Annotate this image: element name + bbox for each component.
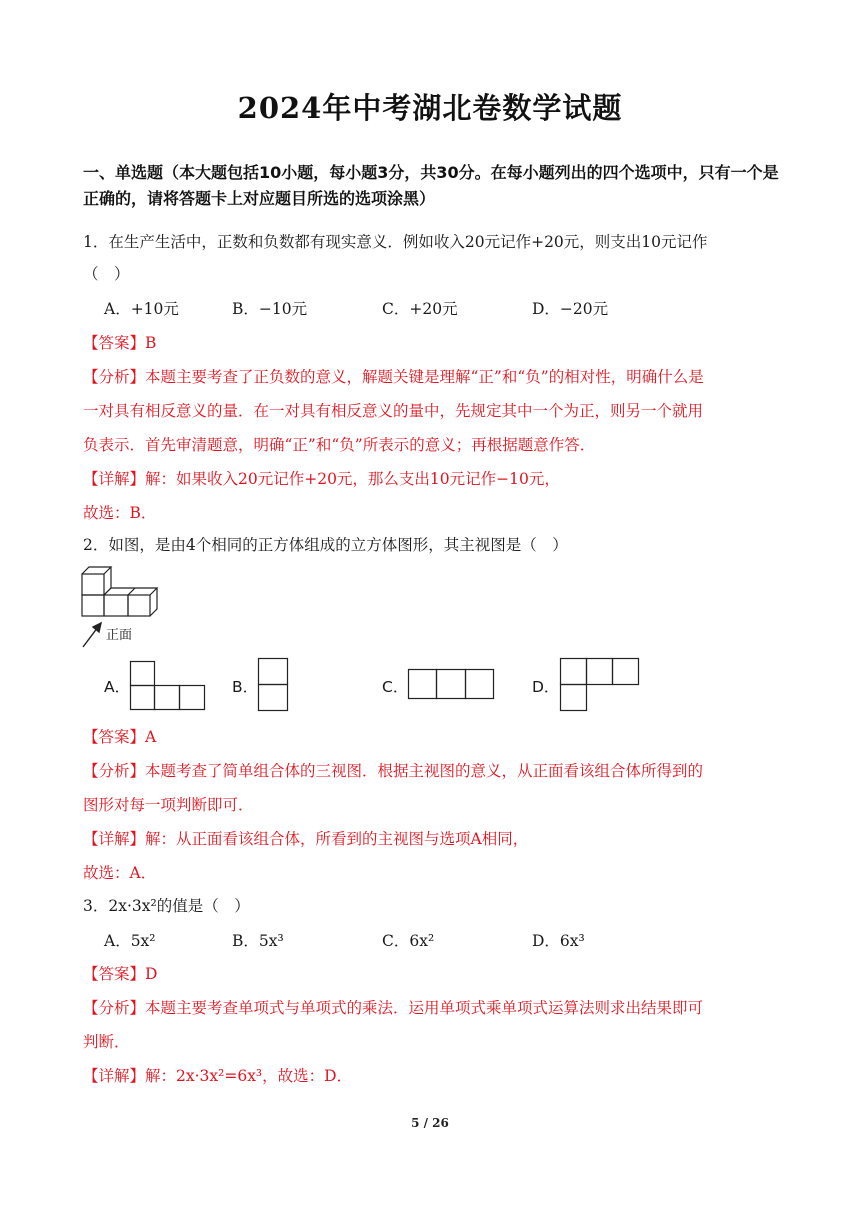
q2-option-d-figure — [560, 658, 640, 714]
section-heading: 一、单选题（本大题包括10小题，每小题3分，共30分。在每小题列出的四个选项中，只有一个是正确的，请将答题卡上对应题目所选的选项涂黑） — [83, 163, 779, 208]
q3-option-a: A．5x² — [104, 932, 156, 950]
q2-detail: 【详解】解：从正面看该组合体，所看到的主视图与选项A相同， — [83, 830, 529, 848]
page-title: 2024年中考湖北卷数学试题 — [237, 91, 623, 125]
q1-answer: 【答案】B — [83, 334, 157, 352]
q2-analysis-line1: 【分析】本题考查了简单组合体的三视图．根据主视图的意义，从正面看该组合体所得到的 — [83, 762, 704, 780]
q3-option-d: D．6x³ — [532, 932, 585, 950]
q2-conclusion: 故选：A． — [83, 864, 157, 882]
q2-analysis-line2: 图形对每一项判断即可． — [83, 796, 254, 814]
q2-option-b-label: B． — [232, 678, 259, 696]
q1-option-b: B．−10元 — [232, 300, 308, 318]
q3-answer: 【答案】D — [83, 965, 158, 983]
q3-analysis-line1: 【分析】本题主要考查单项式与单项式的乘法．运用单项式乘单项式运算法则求出结果即可 — [83, 999, 704, 1017]
front-label: 正面 — [106, 628, 133, 643]
q1-stem-line1: 1．在生产生活中，正数和负数都有现实意义．例如收入20元记作+20元，则支出10元记作 — [83, 233, 708, 251]
q2-option-a-label: A． — [104, 678, 131, 696]
q3-option-c: C．6x² — [382, 932, 435, 950]
q1-analysis-line3: 负表示．首先审清题意，明确“正”和“负”所表示的意义；再根据题意作答． — [83, 436, 596, 454]
page-number: 5 / 26 — [411, 1116, 449, 1130]
q2-option-a-figure — [130, 661, 206, 711]
q2-option-c-label: C． — [382, 678, 409, 696]
q3-stem: 3．2x·3x²的值是（ ） — [83, 897, 250, 915]
q1-stem-line2: （ ） — [83, 265, 130, 283]
q1-detail: 【详解】解：如果收入20元记作+20元，那么支出10元记作−10元， — [83, 470, 560, 488]
q1-option-d: D．−20元 — [532, 300, 609, 318]
q1-option-c: C．+20元 — [382, 300, 458, 318]
q2-option-c-figure — [408, 669, 496, 701]
q3-analysis-line2: 判断． — [83, 1033, 130, 1051]
q1-analysis-line2: 一对具有相反意义的量．在一对具有相反意义的量中，先规定其中一个为正，则另一个就用 — [83, 402, 704, 420]
q3-detail: 【详解】解：2x·3x²=6x³，故选：D． — [83, 1067, 353, 1085]
q2-option-b-figure — [258, 658, 290, 712]
q2-option-d-label: D． — [532, 678, 560, 696]
q3-option-b: B．5x³ — [232, 932, 284, 950]
q1-analysis-line1: 【分析】本题主要考查了正负数的意义，解题关键是理解“正”和“负”的相对性，明确什么是 — [83, 368, 704, 386]
q1-conclusion: 故选：B． — [83, 504, 157, 522]
q2-answer: 【答案】A — [83, 728, 157, 746]
q1-option-a: A．+10元 — [104, 300, 179, 318]
q2-stem: 2．如图，是由4个相同的正方体组成的立方体图形，其主视图是（ ） — [83, 536, 568, 554]
